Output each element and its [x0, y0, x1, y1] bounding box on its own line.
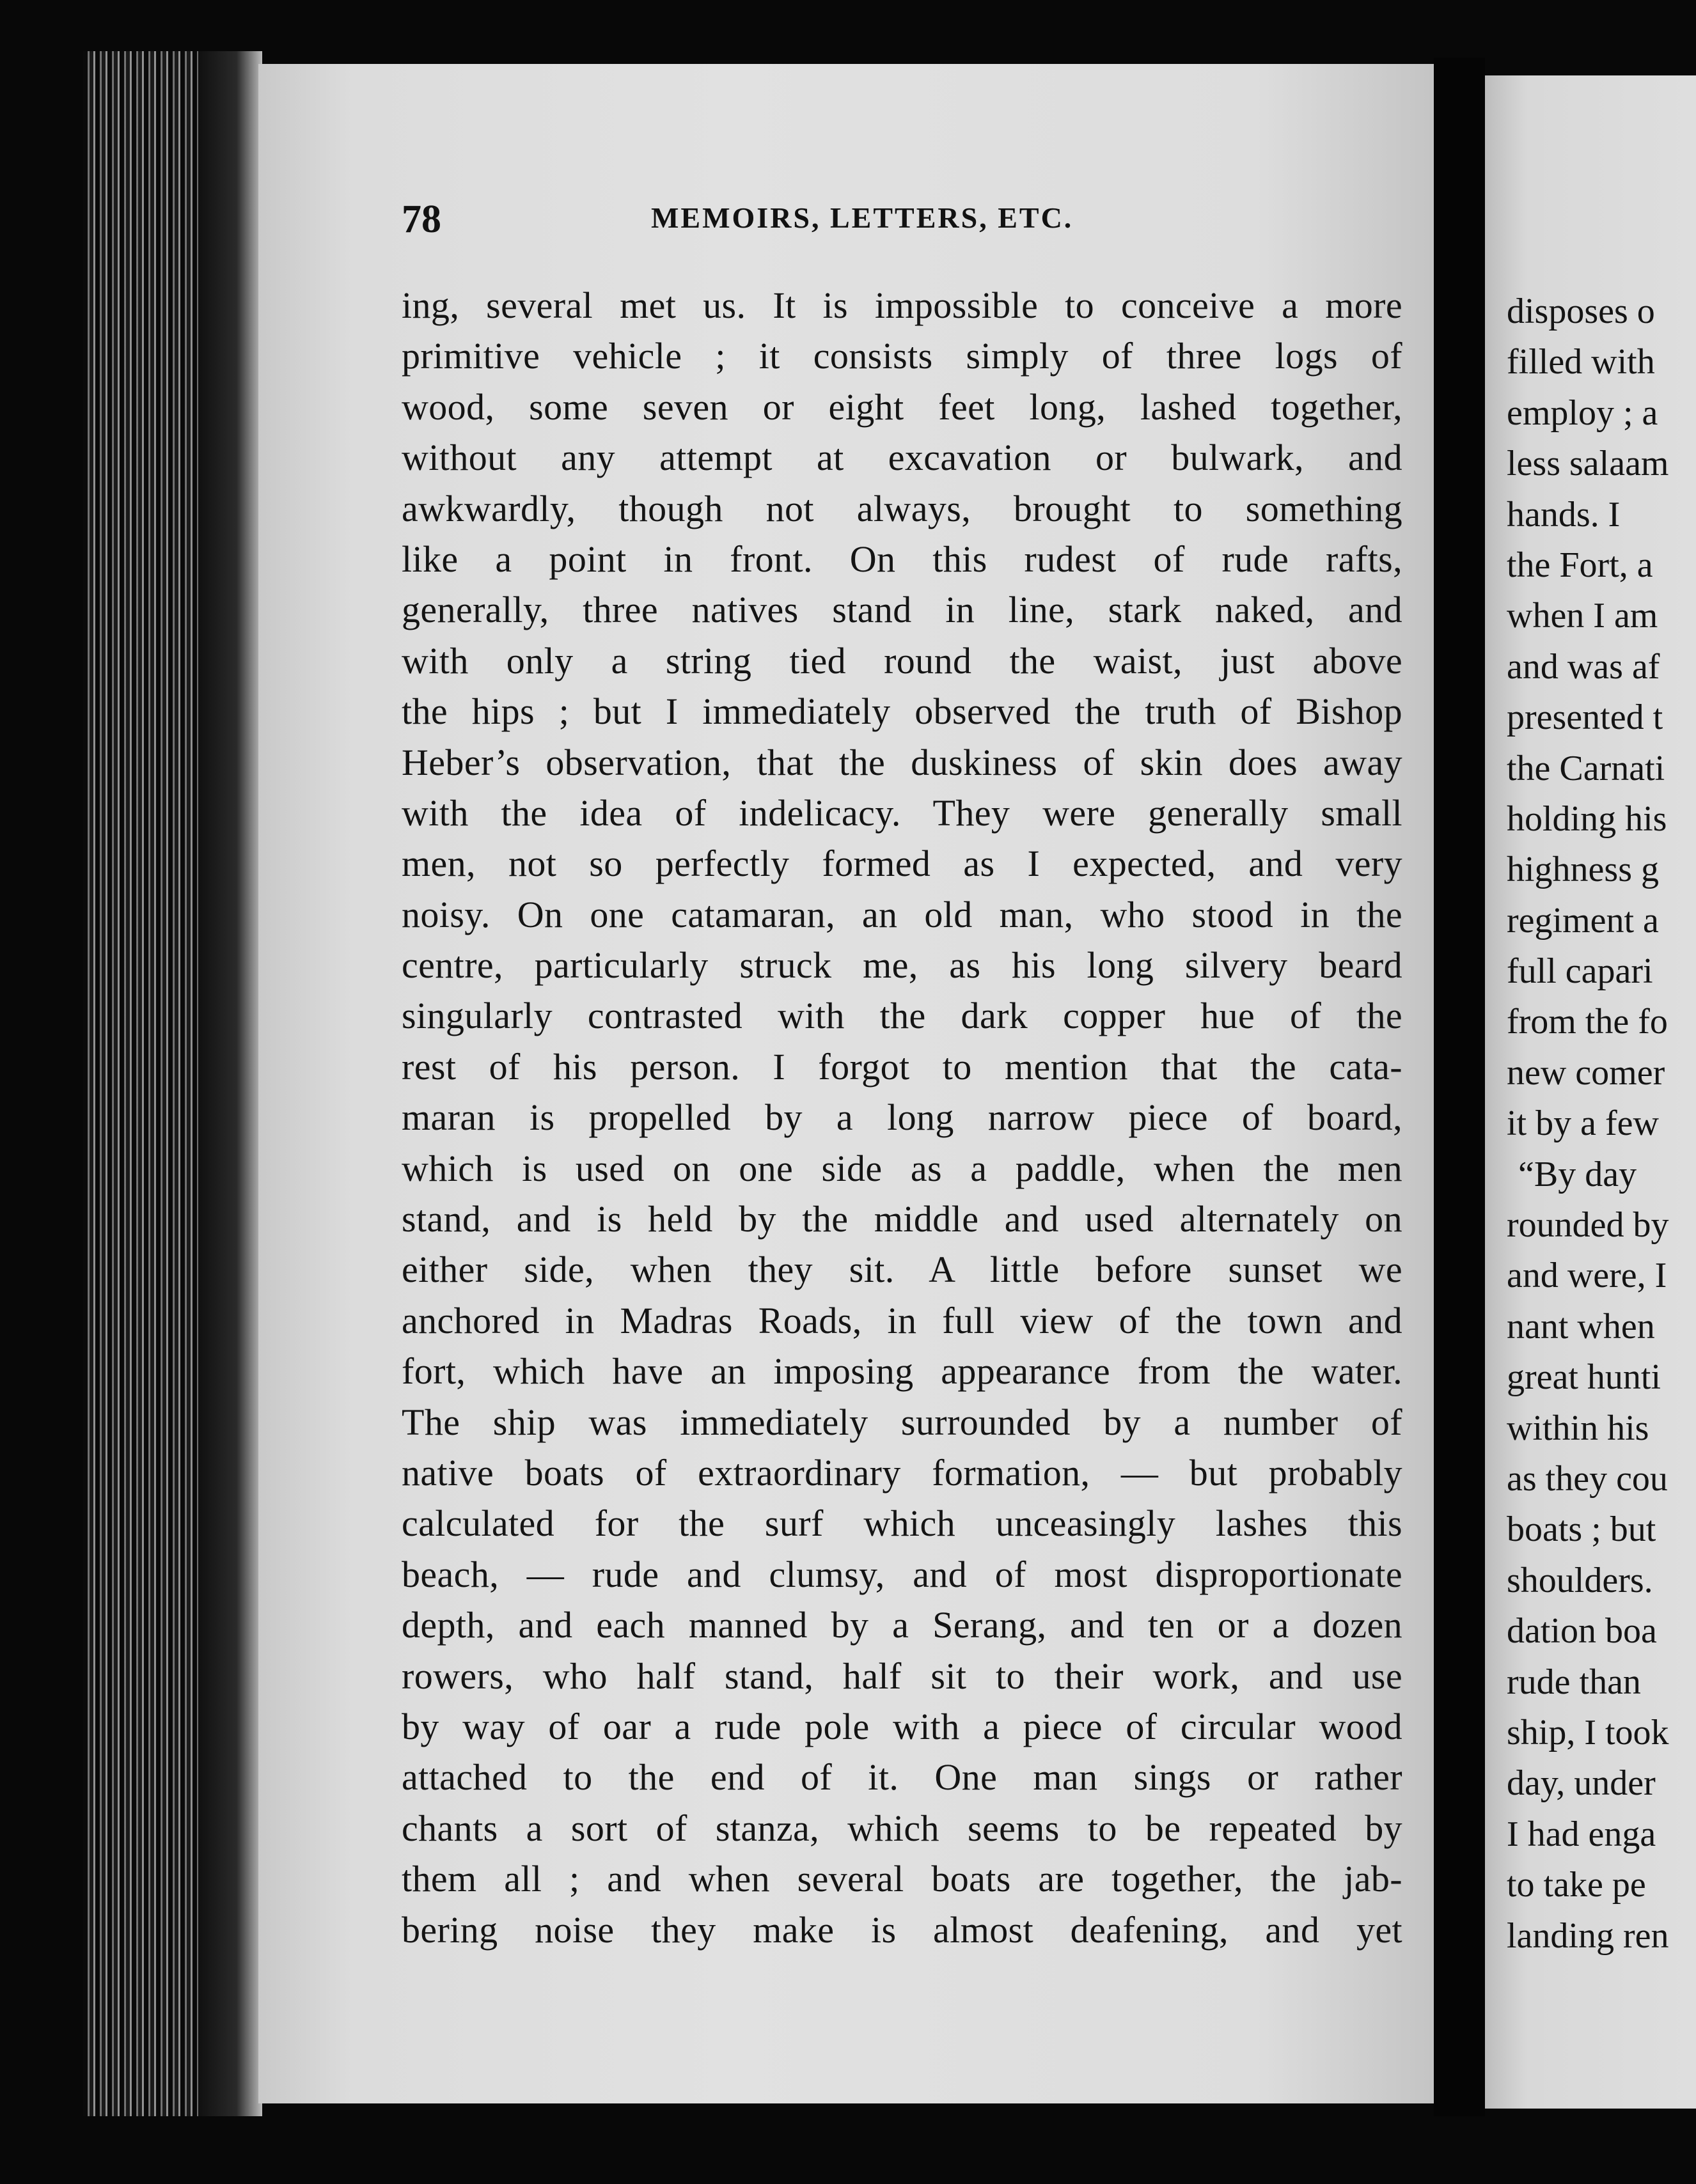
right-page	[1485, 75, 1696, 2109]
text-line: by way of oar a rude pole with a piece of circular wood	[402, 1705, 1402, 1747]
right-page-line: employ ; a	[1507, 393, 1658, 433]
right-page-line: and were, I	[1507, 1256, 1667, 1296]
right-page-line: great hunti	[1507, 1357, 1661, 1398]
right-page-line: highness g	[1507, 850, 1659, 890]
right-page-line: landing ren	[1507, 1915, 1669, 1956]
book-gutter	[1434, 58, 1485, 2116]
text-line: attached to the end of it. One man sings or rather	[402, 1756, 1402, 1798]
text-line: primitive vehicle ; it consists simply of three logs of	[402, 335, 1402, 377]
right-page-line: new comer	[1507, 1052, 1665, 1093]
right-page-line: to take pe	[1507, 1865, 1646, 1905]
text-line: fort, which have an imposing appearance from the water.	[402, 1350, 1402, 1392]
text-line: noisy. On one catamaran, an old man, who stood in the	[402, 893, 1402, 935]
right-page-line: disposes o	[1507, 292, 1655, 331]
text-line: depth, and each manned by a Serang, and ten or a dozen	[402, 1604, 1402, 1646]
right-page-line: the Carnati	[1507, 748, 1665, 788]
text-line: generally, three natives stand in line, stark naked, and	[402, 589, 1402, 631]
text-line: anchored in Madras Roads, in full view of the town and	[402, 1299, 1402, 1341]
text-line: like a point in front. On this rudest of rude rafts,	[402, 538, 1402, 580]
text-line: which is used on one side as a paddle, when the men	[402, 1147, 1402, 1189]
text-line: calculated for the surf which unceasingly lashes this	[402, 1502, 1402, 1545]
right-page-line: it by a few	[1507, 1104, 1659, 1144]
text-line: maran is propelled by a long narrow piece of board,	[402, 1096, 1402, 1139]
text-line: rest of his person. I forgot to mention that the cata-	[402, 1045, 1402, 1088]
text-line: chants a sort of stanza, which seems to be repeated by	[402, 1807, 1402, 1849]
text-line: awkwardly, though not always, brought to something	[402, 487, 1402, 529]
text-line: either side, when they sit. A little before sunset we	[402, 1249, 1402, 1291]
right-page-line: and was af	[1507, 646, 1660, 687]
right-page-line: dation boa	[1507, 1611, 1657, 1651]
right-page-line: regiment a	[1507, 900, 1659, 940]
right-page-line: “By day	[1518, 1154, 1637, 1194]
right-page-line: within his	[1507, 1408, 1649, 1448]
text-line: with only a string tied round the waist, just above	[402, 639, 1402, 682]
right-page-text	[1507, 286, 1696, 1962]
right-page-line: ship, I took	[1507, 1712, 1669, 1752]
text-line: stand, and is held by the middle and used alternately on	[402, 1198, 1402, 1240]
running-head	[402, 197, 1169, 248]
text-line: native boats of extraordinary formation, — but probably	[402, 1451, 1402, 1494]
body-text	[402, 280, 1402, 1955]
page-edge-shadow	[198, 51, 262, 2116]
right-page-line: filled with	[1507, 342, 1655, 382]
text-line: men, not so perfectly formed as I expected, and very	[402, 843, 1402, 885]
right-page-line: boats ; but	[1507, 1509, 1656, 1550]
page-number: 78	[402, 198, 441, 241]
text-line: beach, — rude and clumsy, and of most disproportionate	[402, 1553, 1402, 1595]
right-page-line: rounded by	[1507, 1205, 1669, 1245]
text-line: Heber’s observation, that the duskiness of skin does away	[402, 741, 1402, 783]
right-page-line: when I am	[1507, 596, 1658, 636]
right-page-line: hands. I	[1507, 494, 1621, 534]
right-page-line: holding his	[1507, 799, 1667, 839]
text-line: singularly contrasted with the dark copper hue of the	[402, 995, 1402, 1037]
text-line: The ship was immediately surrounded by a number of	[402, 1401, 1402, 1443]
right-page-line: full capari	[1507, 951, 1653, 992]
text-line: centre, particularly struck me, as his long silvery beard	[402, 944, 1402, 987]
right-page-line: shoulders.	[1507, 1560, 1653, 1600]
right-page-line: the Fort, a	[1507, 545, 1653, 585]
text-line: ing, several met us. It is impossible to conceive a more	[402, 285, 1402, 326]
right-page-line: day, under	[1507, 1763, 1656, 1804]
text-line: bering noise they make is almost deafening, and yet	[402, 1908, 1402, 1951]
right-page-line: from the fo	[1507, 1002, 1668, 1042]
right-page-line: I had enga	[1507, 1814, 1656, 1854]
text-line: without any attempt at excavation or bulwark, and	[402, 437, 1402, 479]
text-line: with the idea of indelicacy. They were generally small	[402, 792, 1402, 834]
text-line: rowers, who half stand, half sit to their work, and use	[402, 1655, 1402, 1697]
right-page-line: as they cou	[1507, 1458, 1668, 1499]
right-page-line: nant when	[1507, 1306, 1655, 1346]
right-page-line: presented t	[1507, 698, 1663, 738]
right-page-line: rude than	[1507, 1662, 1641, 1702]
running-title: MEMOIRS, LETTERS, ETC.	[651, 201, 1074, 234]
right-page-line: less salaam	[1507, 444, 1669, 484]
text-line: wood, some seven or eight feet long, lashed together,	[402, 386, 1402, 428]
text-line: them all ; and when several boats are together, the jab-	[402, 1858, 1402, 1900]
text-line: the hips ; but I immediately observed the truth of Bishop	[402, 690, 1402, 733]
